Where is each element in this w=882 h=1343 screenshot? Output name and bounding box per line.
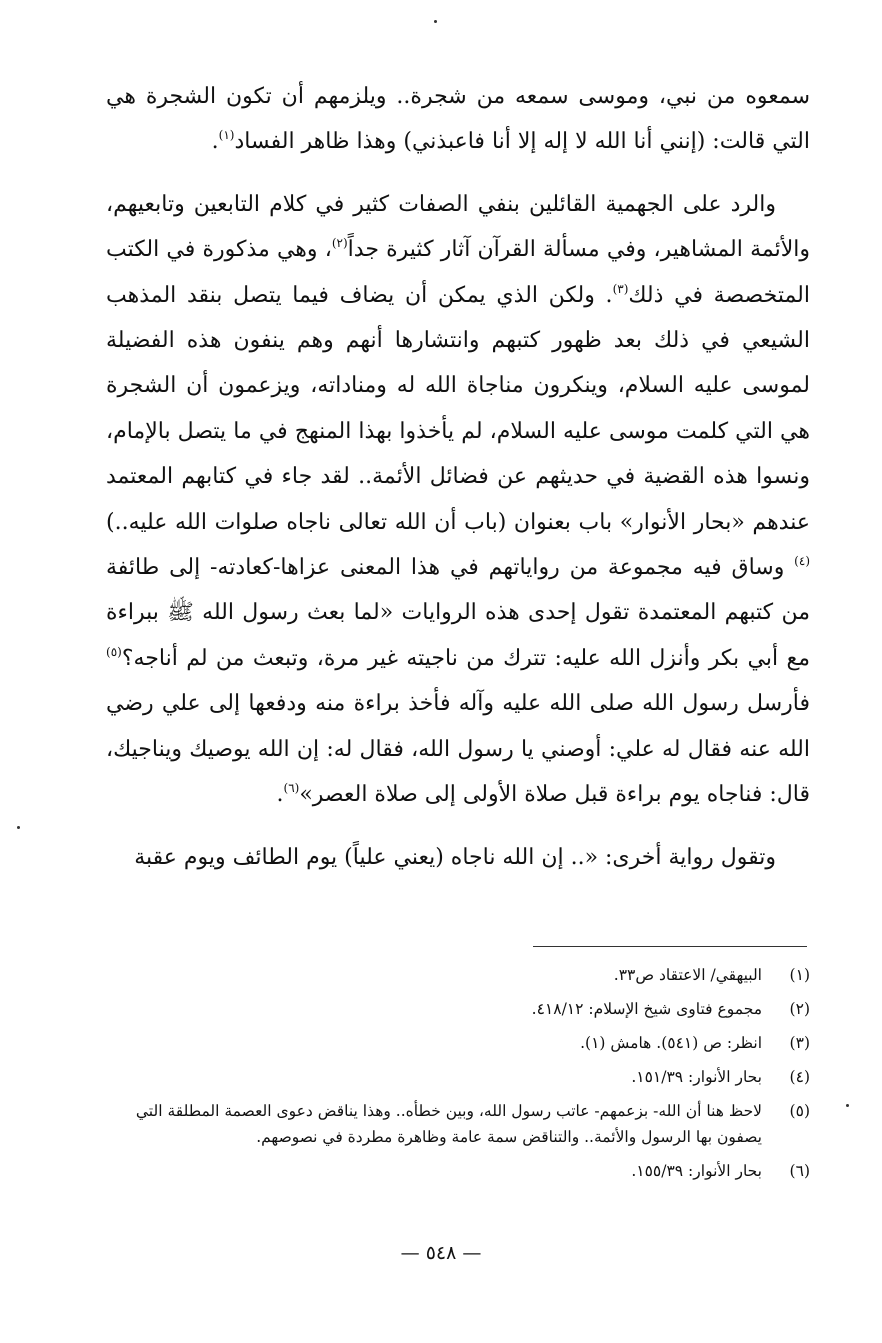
paragraph-2 bbox=[106, 182, 810, 818]
footnote-number: (٣) bbox=[789, 1034, 810, 1052]
page-number: — ٥٤٨ — bbox=[400, 1242, 482, 1264]
footnote-number: (٤) bbox=[789, 1068, 810, 1086]
scan-speck bbox=[17, 826, 20, 829]
text-run: وساق فيه مجموعة من رواياتهم في هذا المعنى عزاها-كعادته- إلى طائفة من كتبهم المعتمدة تقول إحدى هذه الروايات «لما بعث رسول الله ﷺ ببراءة مع أبي بكر وأنزل الله عليه: تترك من ناجيته غير مرة، وتبعث من لم أناجه؟ bbox=[106, 555, 810, 671]
footnote bbox=[106, 1098, 810, 1150]
footnote-ref: (٦) bbox=[283, 781, 300, 796]
footnote-text: انظر: ص (٥٤١). هامش (١). bbox=[580, 1034, 762, 1052]
footnote bbox=[106, 962, 810, 988]
footnote-ref: (٥) bbox=[106, 644, 122, 659]
footnote bbox=[106, 1064, 810, 1090]
footnote-ref: (٢) bbox=[331, 236, 348, 251]
paragraph-1 bbox=[106, 74, 810, 165]
text-run: سمعوه من نبي، وموسى سمعه من شجرة.. ويلزمهم أن تكون الشجرة هي التي قالت: (إنني أنا الله لا إله إلا أنا فاعبذني) وهذا ظاهر الفساد bbox=[106, 84, 810, 155]
footnotes bbox=[106, 962, 810, 1192]
text-run: . ولكن الذي يمكن أن يضاف فيما يتصل بنقد المذهب الشيعي في ذلك بعد ظهور كتبهم وانتشارها أنهم وهم ينفون هذه الفضيلة لموسى عليه السلام، وينكرون مناجاة الله له ومناداته، ويزعمون أن الشجرة هي التي كلمت موسى عليه السلام، لم يأخذوا بهذا المنهج في ما يتصل بالإمام، ونسوا هذه القضية في حديثهم عن فضائل الأئمة.. لقد جاء في كتابهم المعتمد عندهم «بحار الأنوار» باب بعنوان (باب أن الله تعالى ناجاه صلوات الله عليه..) bbox=[106, 282, 810, 535]
footnote-text: البيهقي/ الاعتقاد ص٣٣. bbox=[613, 966, 762, 984]
footnote bbox=[106, 1158, 810, 1184]
footnote-text: بحار الأنوار: ١٥١/٣٩. bbox=[631, 1068, 762, 1086]
text-run: . bbox=[211, 129, 219, 155]
footnote-text: مجموع فتاوى شيخ الإسلام: ٤١٨/١٢. bbox=[531, 1000, 762, 1018]
text-run: والرد على الجهمية القائلين بنفي الصفات كثير في كلام التابعين وتابعيهم، والأئمة المشاهير، وفي مسألة القرآن آثار كثيرة جداً bbox=[106, 191, 810, 263]
footnote-number: (٢) bbox=[789, 1000, 810, 1018]
footnote-number: (٥) bbox=[789, 1102, 810, 1120]
footnote-ref: (١) bbox=[218, 128, 235, 143]
footnote-ref: (٤) bbox=[794, 554, 810, 569]
footnote-text: لاحظ هنا أن الله- بزعمهم- عاتب رسول الله، وبين خطأه.. وهذا يناقض دعوى العصمة المطلقة التي يصفون بها الرسول والأئمة.. والتناقض سمة عامة وظاهرة مطردة في نصوصهم. bbox=[135, 1102, 762, 1146]
footnote-ref: (٣) bbox=[612, 281, 629, 296]
paragraph-3 bbox=[106, 835, 810, 880]
text-run: ، وهي مذكورة في الكتب المتخصصة في ذلك bbox=[106, 237, 810, 308]
footnote-separator bbox=[533, 946, 807, 947]
footnote bbox=[106, 996, 810, 1022]
footnote bbox=[106, 1030, 810, 1056]
footnote-text: بحار الأنوار: ١٥٥/٣٩. bbox=[631, 1162, 762, 1180]
footnote-number: (١) bbox=[789, 966, 810, 984]
scan-speck bbox=[434, 20, 437, 23]
text-run: فأرسل رسول الله صلى الله عليه وآله فأخذ براءة منه ودفعها إلى علي رضي الله عنه فقال له علي: أوصني يا رسول الله، فقال له: إن الله يوصيك ويناجيك، قال: فناجاه يوم براءة قبل صلاة الأولى إلى صلاة العصر» bbox=[106, 691, 810, 808]
text-run: . bbox=[276, 782, 284, 808]
text-run: وتقول رواية أخرى: «.. إن الله ناجاه (يعني علياً) يوم الطائف ويوم عقبة bbox=[134, 844, 776, 870]
scan-speck bbox=[846, 1104, 849, 1107]
main-text bbox=[106, 74, 810, 880]
footnote-number: (٦) bbox=[789, 1162, 810, 1180]
